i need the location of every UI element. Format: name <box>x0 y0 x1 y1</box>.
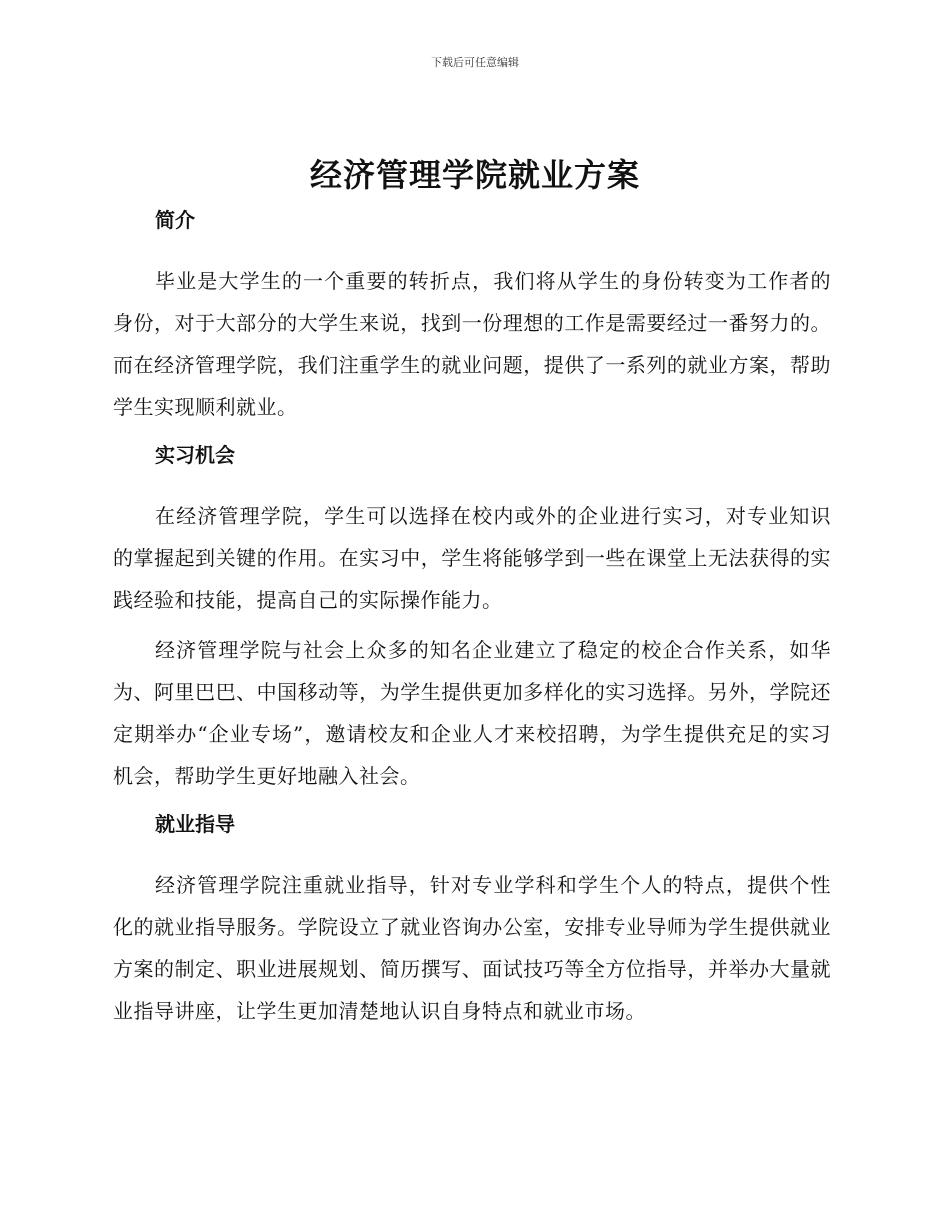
section-heading-career-guidance: 就业指导 <box>155 812 235 836</box>
paragraph: 经济管理学院与社会上众多的知名企业建立了稳定的校企合作关系，如华为、阿里巴巴、中国移动等，为学生提供更加多样化的实习选择。另外，学院还定期举办“企业专场”，邀请校友和企业人才来校招聘，为学生提供充足的实习机会，帮助学生更好地融入社会。 <box>113 638 831 788</box>
document-title: 经济管理学院就业方案 <box>309 156 640 194</box>
paragraph: 在经济管理学院，学生可以选择在校内或外的企业进行实习，对专业知识的掌握起到关键的作用。在实习中，学生将能够学到一些在课堂上无法获得的实践经验和技能，提高自己的实际操作能力。 <box>113 504 831 612</box>
paragraph: 经济管理学院注重就业指导，针对专业学科和学生个人的特点，提供个性化的就业指导服务。学院设立了就业咨询办公室，安排专业导师为学生提供就业方案的制定、职业进展规划、简历撰写、面试技巧等全方位指导，并举办大量就业指导讲座，让学生更加清楚地认识自身特点和就业市场。 <box>113 873 831 1023</box>
document-body <box>113 203 831 1032</box>
paragraph: 毕业是大学生的一个重要的转折点，我们将从学生的身份转变为工作者的身份，对于大部分的大学生来说，找到一份理想的工作是需要经过一番努力的。而在经济管理学院，我们注重学生的就业问题，提供了一系列的就业方案，帮助学生实现顺利就业。 <box>113 269 831 419</box>
header-note: 下载后可任意编辑 <box>431 56 519 69</box>
section-heading-intro: 简介 <box>155 208 195 232</box>
section-heading-internship: 实习机会 <box>155 443 235 467</box>
